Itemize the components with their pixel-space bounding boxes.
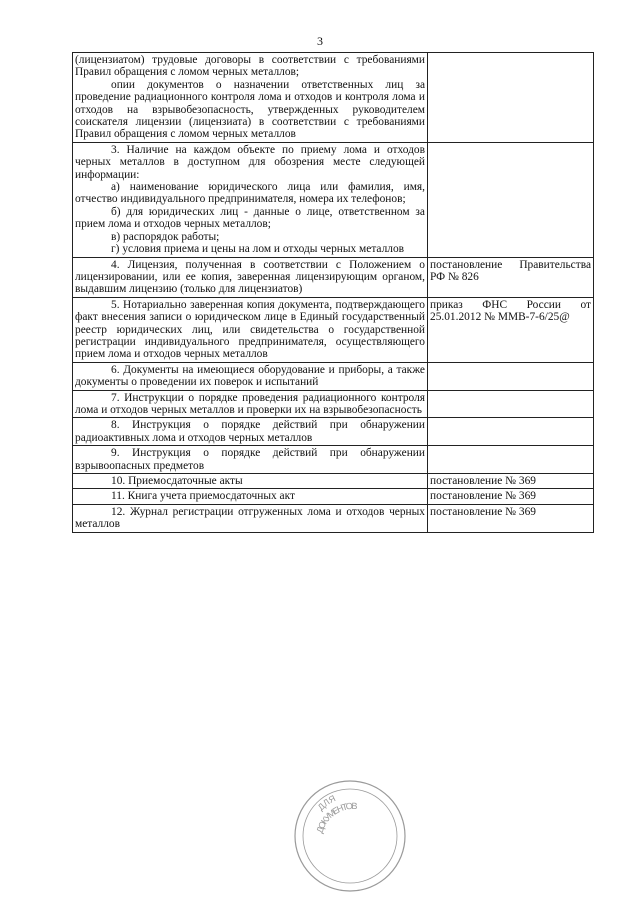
requirement-text: г) условия приема и цены на лом и отходы черных металлов <box>111 243 405 256</box>
table-row <box>73 390 594 418</box>
legal-basis-cell <box>428 418 594 446</box>
requirements-table <box>72 52 594 533</box>
requirement-text: 4. Лицензия, полученная в соответствии с Положением о лицензировании, или ее копия, заверенная лицензирующим органом, выдавшим лицензию (только для лицензиатов) <box>75 258 425 296</box>
requirement-text: а) наименование юридического лица или фамилия, имя, отчество индивидуального предпринимателя, номера их телефонов; <box>75 181 425 206</box>
document-stamp <box>290 776 410 896</box>
requirement-cell <box>73 53 428 143</box>
requirement-text: б) для юридических лиц - данные о лице, ответственном за прием лома и отходов черных металлов; <box>75 205 425 231</box>
requirement-cell <box>73 474 428 489</box>
requirement-text: в) распорядок работы; <box>111 230 220 243</box>
table-row <box>73 297 594 362</box>
requirement-text: 11. Книга учета приемосдаточных акт <box>111 490 295 503</box>
page-number: 3 <box>317 34 323 48</box>
requirement-text: 6. Документы на имеющиеся оборудование и приборы, а также документы о проведении их поверок и испытаний <box>75 363 425 389</box>
table-row <box>73 418 594 446</box>
requirement-cell <box>73 390 428 418</box>
stamp-line-1: ДЛЯ <box>315 793 338 813</box>
requirement-cell <box>73 362 428 390</box>
table-row <box>73 474 594 489</box>
requirement-text: 12. Журнал регистрации отгруженных лома и отходов черных металлов <box>75 505 425 531</box>
legal-basis-cell: постановление № 369 <box>428 504 594 532</box>
legal-basis-cell <box>428 362 594 390</box>
stamp-line-2: ДОКУМЕНТОВ <box>314 800 358 835</box>
requirement-text: 7. Инструкции о порядке проведения радиационного контроля лома и отходов черных металлов и проверки их на взрывобезопасность <box>75 391 425 416</box>
requirement-text: 5. Нотариально заверенная копия документа, подтверждающего факт внесения записи о юридическом лице в Единый государственный реестр юридических лиц, или свидетельства о государственной регистрации индивидуального предпринимателя, осуществляющего прием лома и отходов черных металлов <box>75 298 425 361</box>
requirement-cell <box>73 297 428 362</box>
table-row <box>73 142 594 257</box>
requirement-cell <box>73 418 428 446</box>
requirement-text: (лицензиатом) трудовые договоры в соответствии с требованиями Правил обращения с ломом черных металлов; <box>75 54 425 79</box>
legal-basis-cell: постановление № 369 <box>428 489 594 504</box>
requirement-text: 9. Инструкция о порядке действий при обнаружении взрывоопасных предметов <box>75 447 425 472</box>
requirement-cell <box>73 489 428 504</box>
legal-basis-cell <box>428 446 594 474</box>
legal-basis-cell <box>428 390 594 418</box>
requirement-text: 10. Приемосдаточные акты <box>111 475 243 487</box>
requirement-cell <box>73 142 428 257</box>
legal-basis-cell: приказ ФНС России от 25.01.2012 № ММВ-7-6/25@ <box>428 297 594 362</box>
table-row <box>73 504 594 532</box>
legal-basis-cell: постановление Правительства РФ № 826 <box>428 257 594 297</box>
legal-basis-cell <box>428 142 594 257</box>
table-row <box>73 362 594 390</box>
requirement-cell <box>73 446 428 474</box>
requirement-cell <box>73 257 428 297</box>
table-row <box>73 53 594 143</box>
legal-basis-cell: постановление № 369 <box>428 474 594 489</box>
table-row <box>73 257 594 297</box>
table-row <box>73 446 594 474</box>
requirement-cell <box>73 504 428 532</box>
requirement-text: 3. Наличие на каждом объекте по приему лома и отходов черных металлов в доступном для обозрения месте следующей информации: <box>75 143 425 181</box>
requirement-text: опии документов о назначении ответственных лиц за проведение радиационного контроля лома и отходов и контроля лома и отходов на взрывобезопасность, утвержденных руководителем соискателя лицензии (лицензиата) в соответствии с требованиями Правил обращения с ломом черных металлов <box>75 78 425 141</box>
table-row <box>73 489 594 504</box>
requirement-text: 8. Инструкция о порядке действий при обнаружении радиоактивных лома и отходов черных металлов <box>75 419 425 444</box>
legal-basis-cell <box>428 53 594 143</box>
